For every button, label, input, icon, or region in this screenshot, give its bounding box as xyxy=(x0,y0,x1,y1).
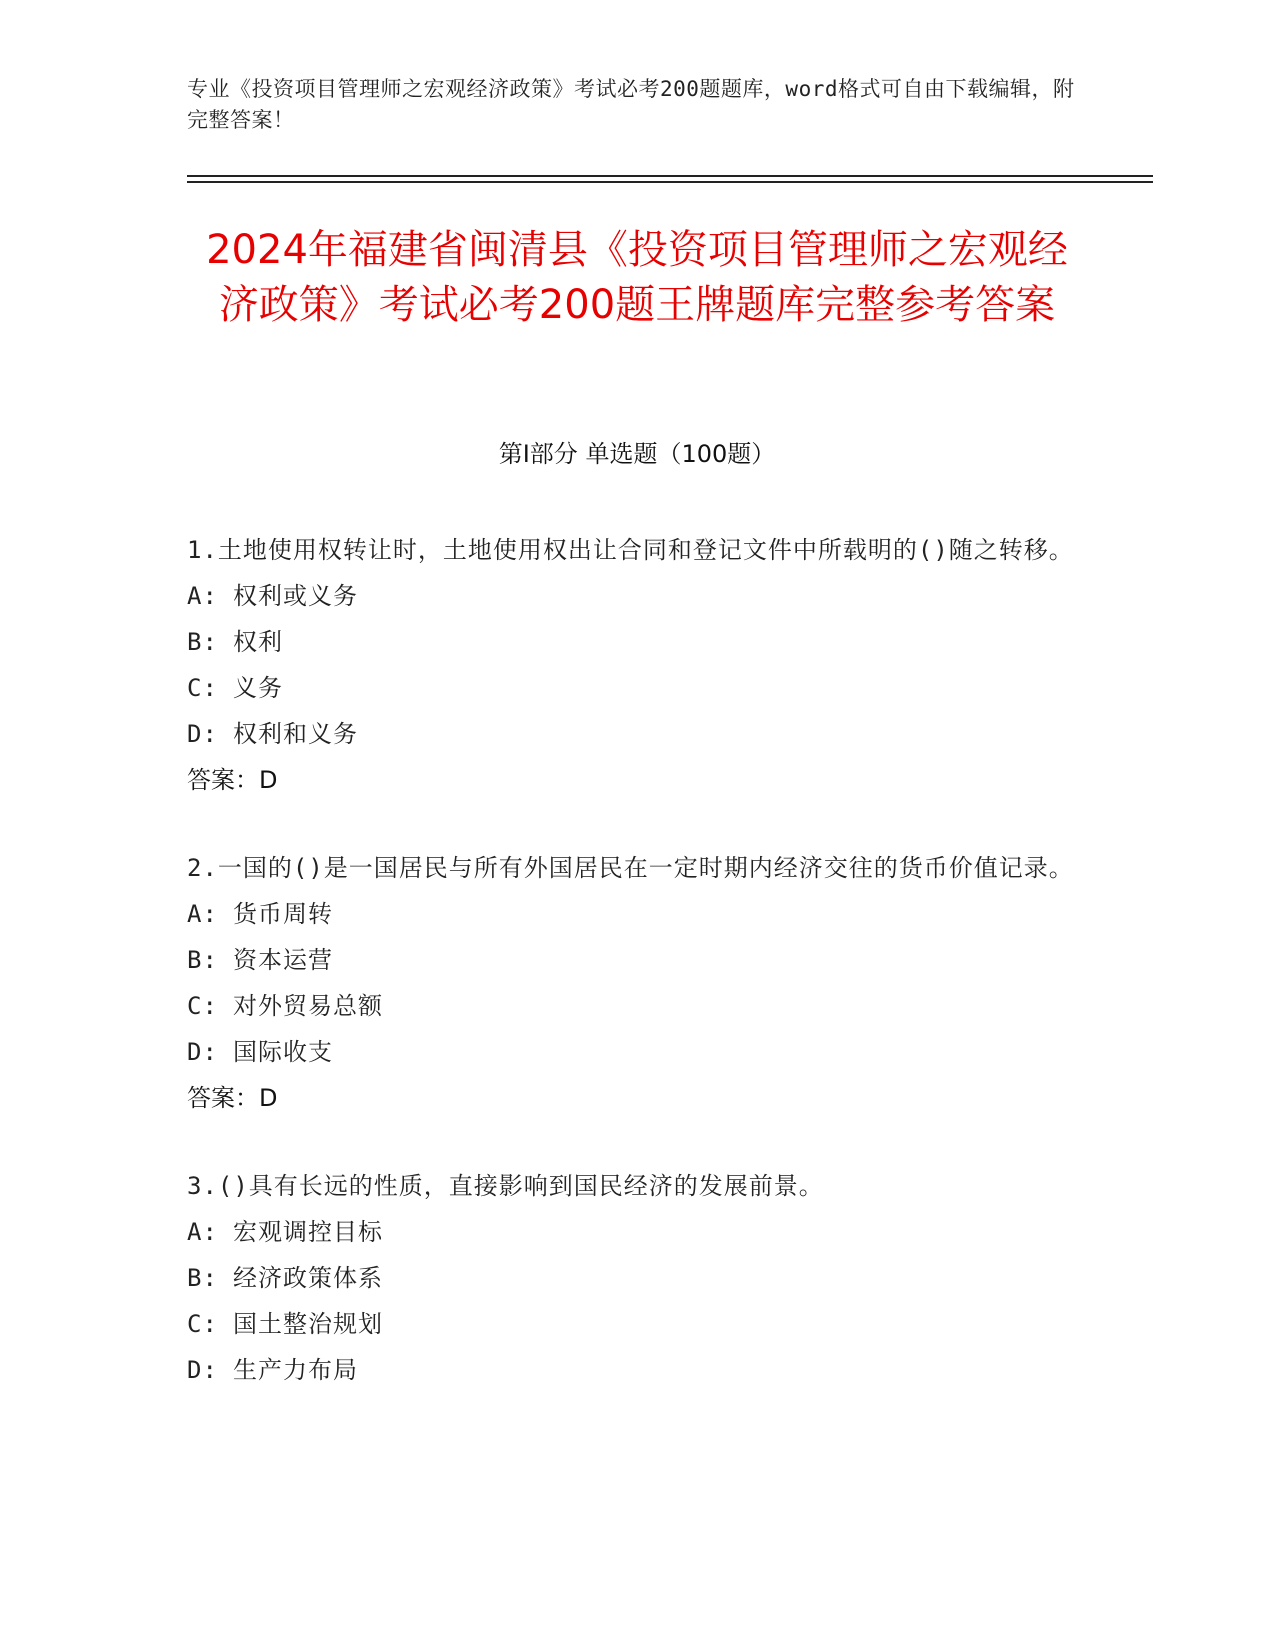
option-c xyxy=(187,665,1087,711)
option-b xyxy=(187,619,1087,665)
option-text: 权利和义务 xyxy=(233,720,358,748)
option-text: 宏观调控目标 xyxy=(233,1218,383,1246)
header-note: 专业《投资项目管理师之宏观经济政策》考试必考200题题库，word格式可自由下载编辑，附完整答案！ xyxy=(187,77,1075,132)
header-divider-bottom xyxy=(187,181,1153,183)
option-a xyxy=(187,573,1087,619)
option-b xyxy=(187,937,1087,983)
option-key: C: xyxy=(187,992,218,1020)
option-a xyxy=(187,1209,1087,1255)
option-key: B: xyxy=(187,1264,218,1292)
option-text: 国土整治规划 xyxy=(233,1310,383,1338)
option-key: D: xyxy=(187,720,218,748)
option-text: 生产力布局 xyxy=(233,1356,358,1384)
question-text: 1.土地使用权转让时，土地使用权出让合同和登记文件中所载明的()随之转移。 xyxy=(187,536,1074,564)
section-heading: 第I部分 单选题（100题） xyxy=(498,440,776,468)
option-text: 货币周转 xyxy=(233,900,333,928)
option-text: 资本运营 xyxy=(233,946,333,974)
question-list xyxy=(187,527,1087,1435)
option-d xyxy=(187,1029,1087,1075)
option-key: C: xyxy=(187,1310,218,1338)
option-key: A: xyxy=(187,582,218,610)
answer-line: 答案：D xyxy=(187,1084,278,1112)
option-key: D: xyxy=(187,1356,218,1384)
question-3 xyxy=(187,1163,1087,1393)
option-text: 义务 xyxy=(233,674,283,702)
option-b xyxy=(187,1255,1087,1301)
document-title: 2024年福建省闽清县《投资项目管理师之宏观经济政策》考试必考200题王牌题库完整参考答案 xyxy=(206,227,1068,328)
option-text: 对外贸易总额 xyxy=(233,992,383,1020)
question-2 xyxy=(187,845,1087,1121)
option-key: A: xyxy=(187,1218,218,1246)
question-text: 2.一国的()是一国居民与所有外国居民在一定时期内经济交往的货币价值记录。 xyxy=(187,854,1074,882)
option-a xyxy=(187,891,1087,937)
answer-line: 答案：D xyxy=(187,766,278,794)
option-text: 国际收支 xyxy=(233,1038,333,1066)
question-1 xyxy=(187,527,1087,803)
option-text: 权利或义务 xyxy=(233,582,358,610)
option-text: 权利 xyxy=(233,628,283,656)
question-text: 3.()具有长远的性质，直接影响到国民经济的发展前景。 xyxy=(187,1172,824,1200)
option-key: B: xyxy=(187,628,218,656)
option-d xyxy=(187,1347,1087,1393)
option-key: A: xyxy=(187,900,218,928)
option-key: B: xyxy=(187,946,218,974)
option-c xyxy=(187,1301,1087,1347)
option-key: C: xyxy=(187,674,218,702)
option-key: D: xyxy=(187,1038,218,1066)
option-c xyxy=(187,983,1087,1029)
header-divider-top xyxy=(187,175,1153,177)
option-d xyxy=(187,711,1087,757)
option-text: 经济政策体系 xyxy=(233,1264,383,1292)
